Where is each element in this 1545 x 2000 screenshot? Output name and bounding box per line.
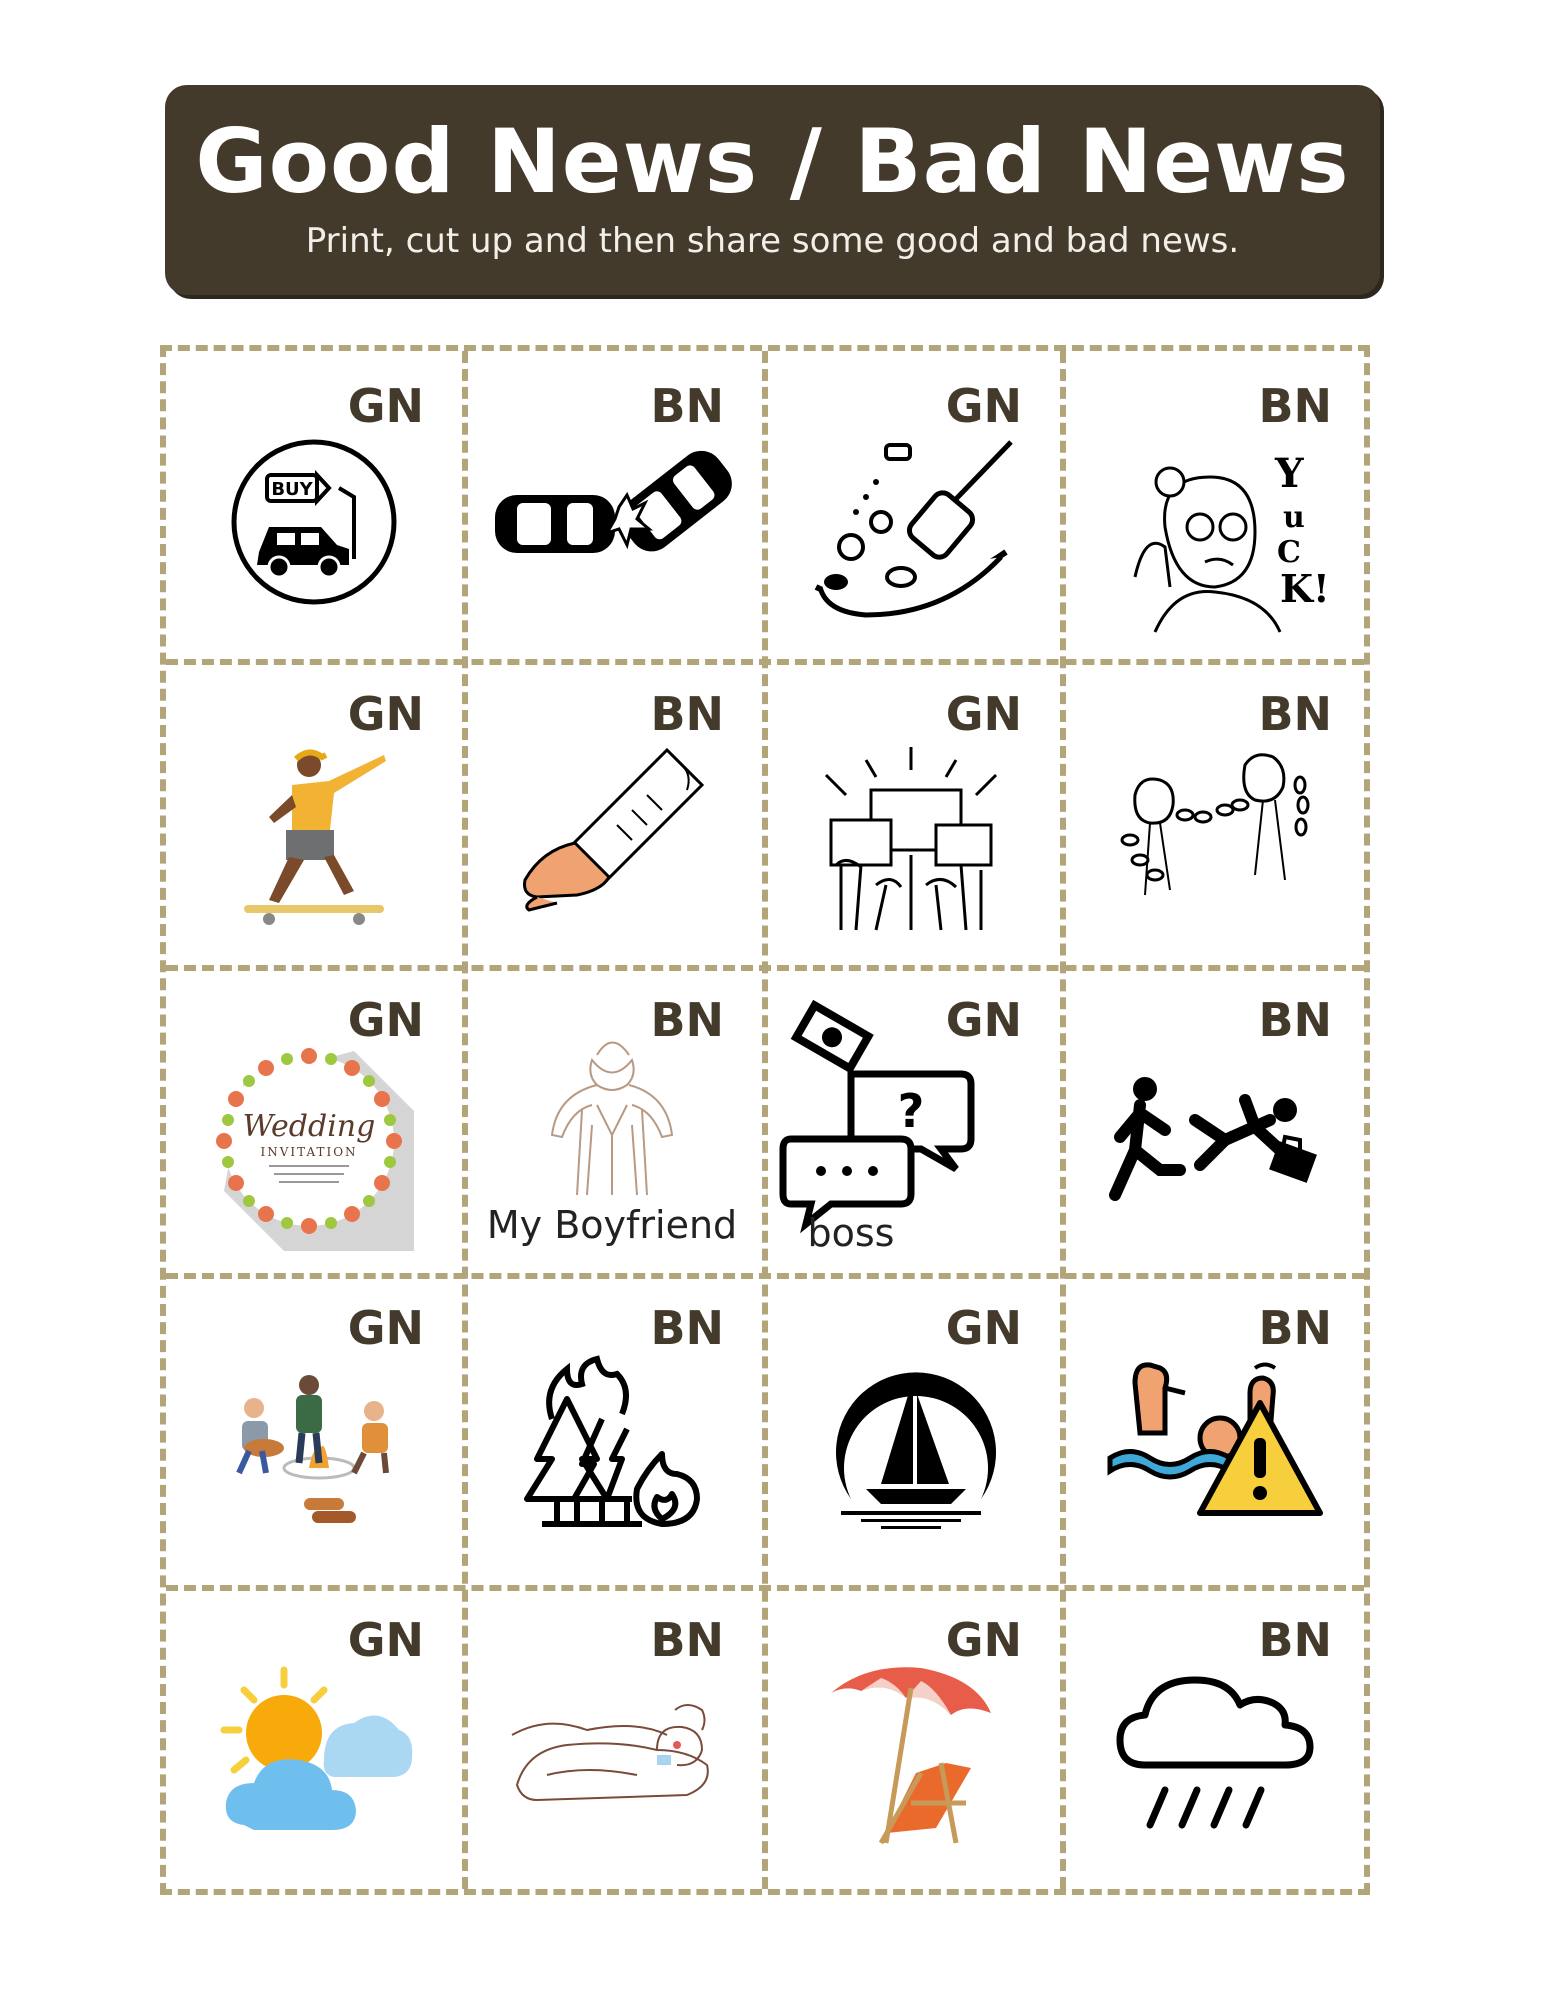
bad-news-tag: BN [1258,1613,1332,1667]
page-title: Good News / Bad News [195,110,1350,213]
card[interactable] [1060,1273,1370,1585]
broken-arm-cast-icon [517,745,707,915]
svg-text:BUY: BUY [271,479,313,500]
card[interactable] [1060,1585,1370,1889]
card[interactable] [1060,965,1370,1273]
title-banner [165,85,1380,295]
card[interactable] [166,351,462,659]
good-news-tag: GN [347,1301,424,1355]
wedding-invitation-icon [204,1041,424,1251]
svg-text:Y: Y [1275,450,1304,497]
good-news-tag: GN [347,993,424,1047]
page-subtitle: Print, cut up and then share some good and bad news. [305,221,1240,261]
sick-in-bed-icon [507,1695,717,1815]
boyfriend-heart-hands-icon [537,1025,687,1195]
cooking-pan-icon [806,437,1016,637]
good-news-tag: GN [347,687,424,741]
svg-text:?: ? [897,1084,925,1138]
card[interactable] [166,659,462,965]
sailboat-moon-icon [821,1359,1001,1529]
good-news-tag: GN [945,1613,1022,1667]
rain-cloud-icon [1115,1665,1315,1835]
good-news-tag: GN [945,1301,1022,1355]
buy-car-icon [229,437,399,607]
svg-text:C: C [1277,535,1301,570]
wedding-subtitle: INVITATION [260,1145,358,1159]
bad-news-tag: BN [1258,379,1332,433]
bad-news-tag: BN [650,993,724,1047]
bad-news-tag: BN [650,1301,724,1355]
card[interactable] [462,1273,762,1585]
card[interactable] [166,965,462,1273]
bad-news-tag: BN [1258,1301,1332,1355]
wedding-title: Wedding [242,1109,376,1144]
card[interactable] [462,659,762,965]
bad-news-tag: BN [650,1613,724,1667]
card[interactable] [1060,351,1370,659]
card-caption: My Boyfriend [486,1203,738,1247]
card[interactable] [762,1585,1060,1889]
car-crash-icon [487,437,737,587]
money-speech-bubbles-icon [781,999,981,1229]
good-news-tag: GN [945,993,1022,1047]
card-caption: boss [807,1211,895,1255]
campfire-friends-icon [224,1373,404,1533]
skateboarder-icon [234,745,394,935]
card[interactable] [166,1273,462,1585]
bad-news-tag: BN [1258,993,1332,1047]
beach-umbrella-chair-icon [826,1663,996,1853]
card[interactable] [762,351,1060,659]
card[interactable] [762,965,1060,1273]
bad-news-tag: BN [650,379,724,433]
good-news-tag: GN [945,687,1022,741]
kicked-out-worker-icon [1105,1075,1325,1205]
good-news-tag: GN [347,1613,424,1667]
good-news-tag: GN [347,379,424,433]
protest-signs-icon [816,745,1006,935]
card-grid [160,345,1370,1895]
yuck-girl-icon [1115,437,1330,637]
card[interactable] [166,1585,462,1889]
svg-text:u: u [1283,500,1305,535]
bad-news-tag: BN [1258,687,1332,741]
svg-text:K!: K! [1280,566,1330,611]
bad-news-tag: BN [650,687,724,741]
card[interactable] [462,965,762,1273]
card[interactable] [762,1273,1060,1585]
card[interactable] [1060,659,1370,965]
sun-cloud-icon [214,1665,414,1845]
forest-fire-icon [522,1359,702,1529]
drowning-warning-icon [1105,1353,1325,1533]
broken-chains-icon [1115,745,1315,905]
good-news-tag: GN [945,379,1022,433]
card[interactable] [462,1585,762,1889]
card[interactable] [462,351,762,659]
card[interactable] [762,659,1060,965]
